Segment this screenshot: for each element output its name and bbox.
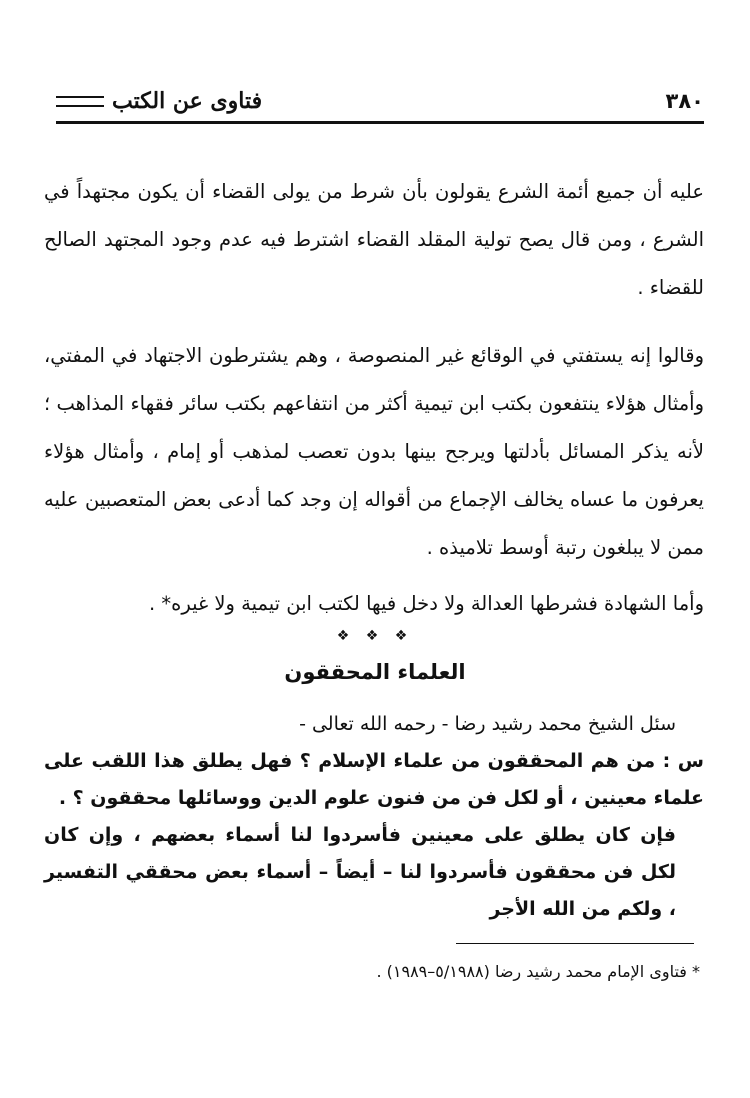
paragraph-1: عليه أن جميع أئمة الشرع يقولون بأن شرط من يولى القضاء أن يكون مجتهداً في الشرع ، ومن قال يصح تولية المقلد القضاء اشترط فيه عدم وجود المجتهد الصالح للقضاء .: [44, 180, 704, 299]
page-number: ٣٨٠: [665, 89, 704, 113]
header-ornament: [56, 96, 104, 107]
footnote: * فتاوى الإمام محمد رشيد رضا (٥/١٩٨٨–١٩٨٩) .: [376, 962, 700, 981]
question-continuation: فإن كان يطلق على معينين فأسردوا لنا أسماء بعضهم ، وإن كان لكل فن محققون فأسردوا لنا – أيضاً – أسماء بعض محققي التفسير ، ولكم من الله الأجر: [44, 824, 676, 920]
page-header: [56, 86, 704, 116]
asker-line: سئل الشيخ محمد رشيد رضا - رحمه الله تعالى -: [299, 713, 676, 735]
header-rule: [56, 121, 704, 124]
paragraph-2: وقالوا إنه يستفتي في الوقائع غير المنصوصة ، وهم يشترطون الاجتهاد في المفتي، وأمثال هؤلاء ينتفعون بكتب ابن تيمية أكثر من انتفاعهم بكتب سائر فقهاء المذاهب ؛ لأنه يذكر المسائل بأدلتها ويرجح بينها بدون تعصب لمذهب أو إمام ، وأمثال هؤلاء يعرفون ما عساه يخالف الإجماع من أقواله إن وجد كما أدعى بعض المتعصبين عليه ممن لا يبلغون رتبة أوسط تلاميذه .: [44, 344, 704, 559]
fatwa-question-block: [44, 706, 704, 928]
running-title-group: [56, 88, 262, 114]
paragraph-3: وأما الشهادة فشرطها العدالة ولا دخل فيها لكتب ابن تيمية ولا غيره* .: [148, 592, 704, 615]
section-divider: ❖ ❖ ❖: [336, 628, 414, 644]
section-title: العلماء المحققون: [284, 660, 466, 684]
question-text: س : من هم المحققون من علماء الإسلام ؟ فهل يطلق هذا اللقب على علماء معينين ، أو لكل فن من فنون علوم الدين ووسائلها محققون ؟ .: [44, 750, 704, 809]
running-title: فتاوى عن الكتب: [112, 88, 263, 114]
main-text: [44, 168, 704, 628]
footnote-rule: [456, 943, 694, 944]
